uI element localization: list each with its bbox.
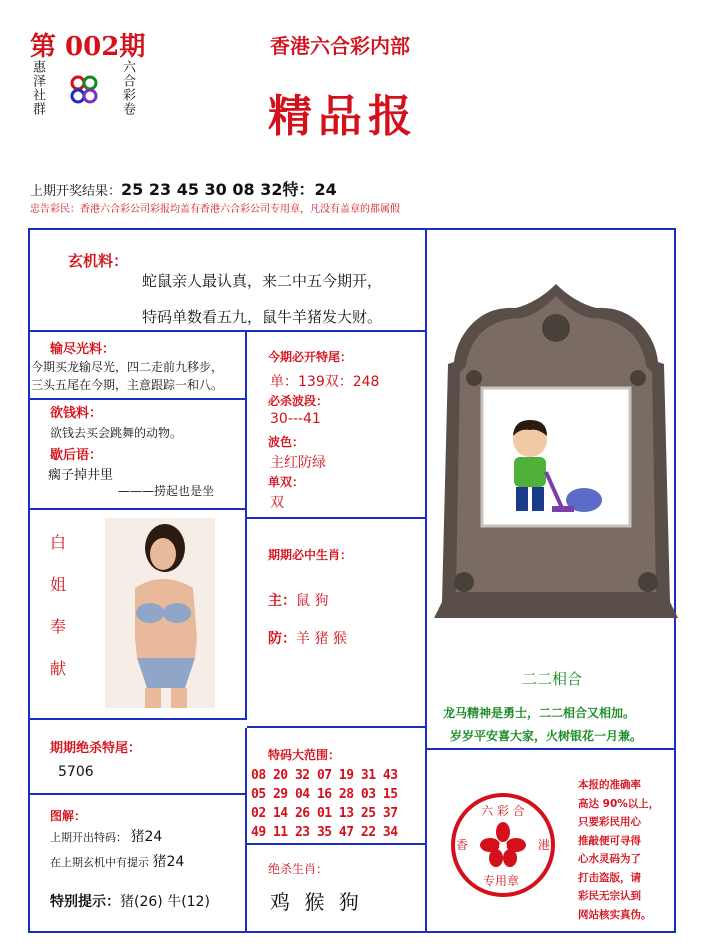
big-range-numbers — [251, 766, 398, 842]
seal-right: 港 — [538, 838, 551, 852]
picture-poem-1: 龙马精神是勇士，二二相合又相加。 — [443, 706, 636, 720]
tail-single-double: 单：139双：248 — [270, 374, 380, 390]
notice-line-2: 高达 90%以上， — [578, 797, 660, 810]
header-title: 精品报 — [268, 91, 418, 142]
zodiac-guard-label: 防： — [268, 631, 296, 647]
hline-kill — [30, 793, 245, 795]
last-result-label: 上期开奖结果： — [30, 184, 122, 199]
xuanji-line2: 特码单数看五九，鼠牛羊猪发大财。 — [142, 308, 383, 326]
notice-line-1: 本报的准确率 — [578, 779, 641, 791]
big-range-row-2: 05 29 04 16 28 03 15 — [251, 787, 398, 802]
picture-poem-2: 岁岁平安喜大家，火树银花一月兼。 — [450, 729, 643, 743]
shuchi-line2: 三头五尾在今期，主意跟踪一和八。 — [31, 378, 224, 392]
bo-value: 30---41 — [270, 411, 321, 427]
hline-tail — [247, 517, 425, 519]
header-subtitle: 香港六合彩内部 — [270, 34, 410, 58]
baijie-char-1: 白 — [50, 533, 67, 552]
notice-text — [578, 776, 659, 924]
zodiac-main-label: 主： — [268, 593, 296, 609]
yuqian-label: 欲钱料： — [50, 406, 103, 421]
shuchi-line1: 今期买龙输尽光，四二走前九移步， — [31, 360, 224, 374]
xiehouyu-label: 歇后语： — [50, 448, 103, 463]
ornate-frame-picture — [434, 282, 678, 620]
zodiac-guard-value: 羊 猪 猴 — [296, 631, 347, 647]
big-range-row-1: 08 20 32 07 19 31 43 — [251, 768, 398, 783]
dan-label: 单双： — [268, 475, 305, 489]
tujie-line2-value: 猪24 — [152, 854, 185, 870]
xiehouyu-answer: ———捞起也是坐 — [118, 484, 215, 498]
special-hint-label: 特别提示： — [50, 894, 120, 910]
notice-line-7: 彩民无宗认到 — [578, 890, 641, 902]
xuanji-label: 玄机料： — [68, 252, 129, 270]
xuanji-line1: 蛇鼠亲人最认真，来二中五今期开， — [142, 272, 383, 290]
special-hint-value: 猪(26) 牛(12) — [120, 894, 210, 910]
tujie-line2 — [50, 851, 184, 871]
zodiac-guard — [268, 628, 347, 648]
big-range-label: 特码大范围： — [268, 748, 341, 762]
baijie-vertical — [50, 522, 66, 690]
zodiac-main-value: 鼠 狗 — [296, 593, 329, 609]
hline-baijie — [30, 718, 245, 720]
hline-xuanji — [30, 330, 425, 332]
hline-shuchi — [30, 398, 245, 400]
baijie-char-2: 姐 — [50, 575, 67, 594]
shuchi-label: 输尽光料： — [50, 342, 116, 357]
warning-text: 忠告彩民：香港六合彩公司彩报均盖有香港六合彩公司专用章，凡没有盖章的都属假 — [30, 204, 400, 215]
divider-main — [425, 230, 427, 933]
official-seal — [448, 790, 558, 900]
seal-bottom: 专用章 — [483, 874, 520, 888]
last-result — [30, 177, 337, 200]
kill-special-label: 期期绝杀特尾： — [50, 741, 142, 756]
notice-line-5: 心水灵码为了 — [578, 853, 641, 865]
big-range-row-4: 49 11 23 35 47 22 34 — [251, 825, 398, 840]
model-photo — [105, 518, 215, 708]
tujie-label: 图解： — [50, 809, 87, 823]
tujie-line1-label: 上期开出特码： — [50, 831, 127, 844]
tail-label: 今期必开特尾： — [268, 350, 353, 364]
baijie-char-4: 献 — [50, 659, 67, 678]
tujie-line1-value: 猪24 — [130, 829, 163, 845]
divider-left — [245, 332, 247, 720]
yuqian-text: 欲钱去买会跳舞的动物。 — [50, 426, 183, 440]
kill-king-value: 鸡 猴 狗 — [270, 890, 363, 914]
last-result-numbers: 25 23 45 30 08 32特：24 — [121, 180, 337, 199]
special-hint — [50, 891, 210, 911]
seal-top: 六 彩 合 — [481, 804, 525, 818]
seal-left: 香 — [456, 838, 469, 852]
baijie-char-3: 奉 — [50, 617, 67, 636]
issue-number: 第 002期 — [30, 32, 146, 62]
kill-special-value: 5706 — [58, 764, 94, 780]
dan-value: 双 — [270, 495, 284, 511]
hline-xiehou — [30, 508, 245, 510]
zodiac-label: 期期必中生肖： — [268, 548, 353, 562]
tujie-line1 — [50, 826, 162, 846]
bo-label: 必杀波段： — [268, 394, 329, 408]
picture-caption: 二二相合 — [522, 670, 583, 688]
notice-line-3: 只要彩民用心 — [578, 816, 641, 828]
brand-right-text: 六合彩卷 — [120, 60, 135, 116]
hline-zodiac — [247, 726, 425, 728]
color-value: 主红防绿 — [270, 455, 326, 471]
zodiac-main — [268, 590, 328, 610]
notice-line-6: 打击盗版，请 — [578, 871, 641, 884]
hline-range — [247, 843, 425, 845]
kill-king-label: 绝杀生肖： — [268, 862, 329, 876]
divider-left-bottom — [245, 728, 247, 933]
color-label: 波色： — [268, 435, 305, 449]
hline-poem — [427, 748, 676, 750]
notice-line-4: 推敲便可寻得 — [578, 834, 641, 847]
xiehouyu-text: 瘸子掉井里 — [48, 468, 114, 483]
rings-logo-icon — [66, 72, 102, 108]
tujie-line2-label: 在上期玄机中有提示 — [50, 856, 149, 869]
notice-line-8: 网站核实真伪。 — [578, 908, 652, 921]
brand-left-text: 惠泽社群 — [30, 60, 45, 116]
big-range-row-3: 02 14 26 01 13 25 37 — [251, 806, 398, 821]
